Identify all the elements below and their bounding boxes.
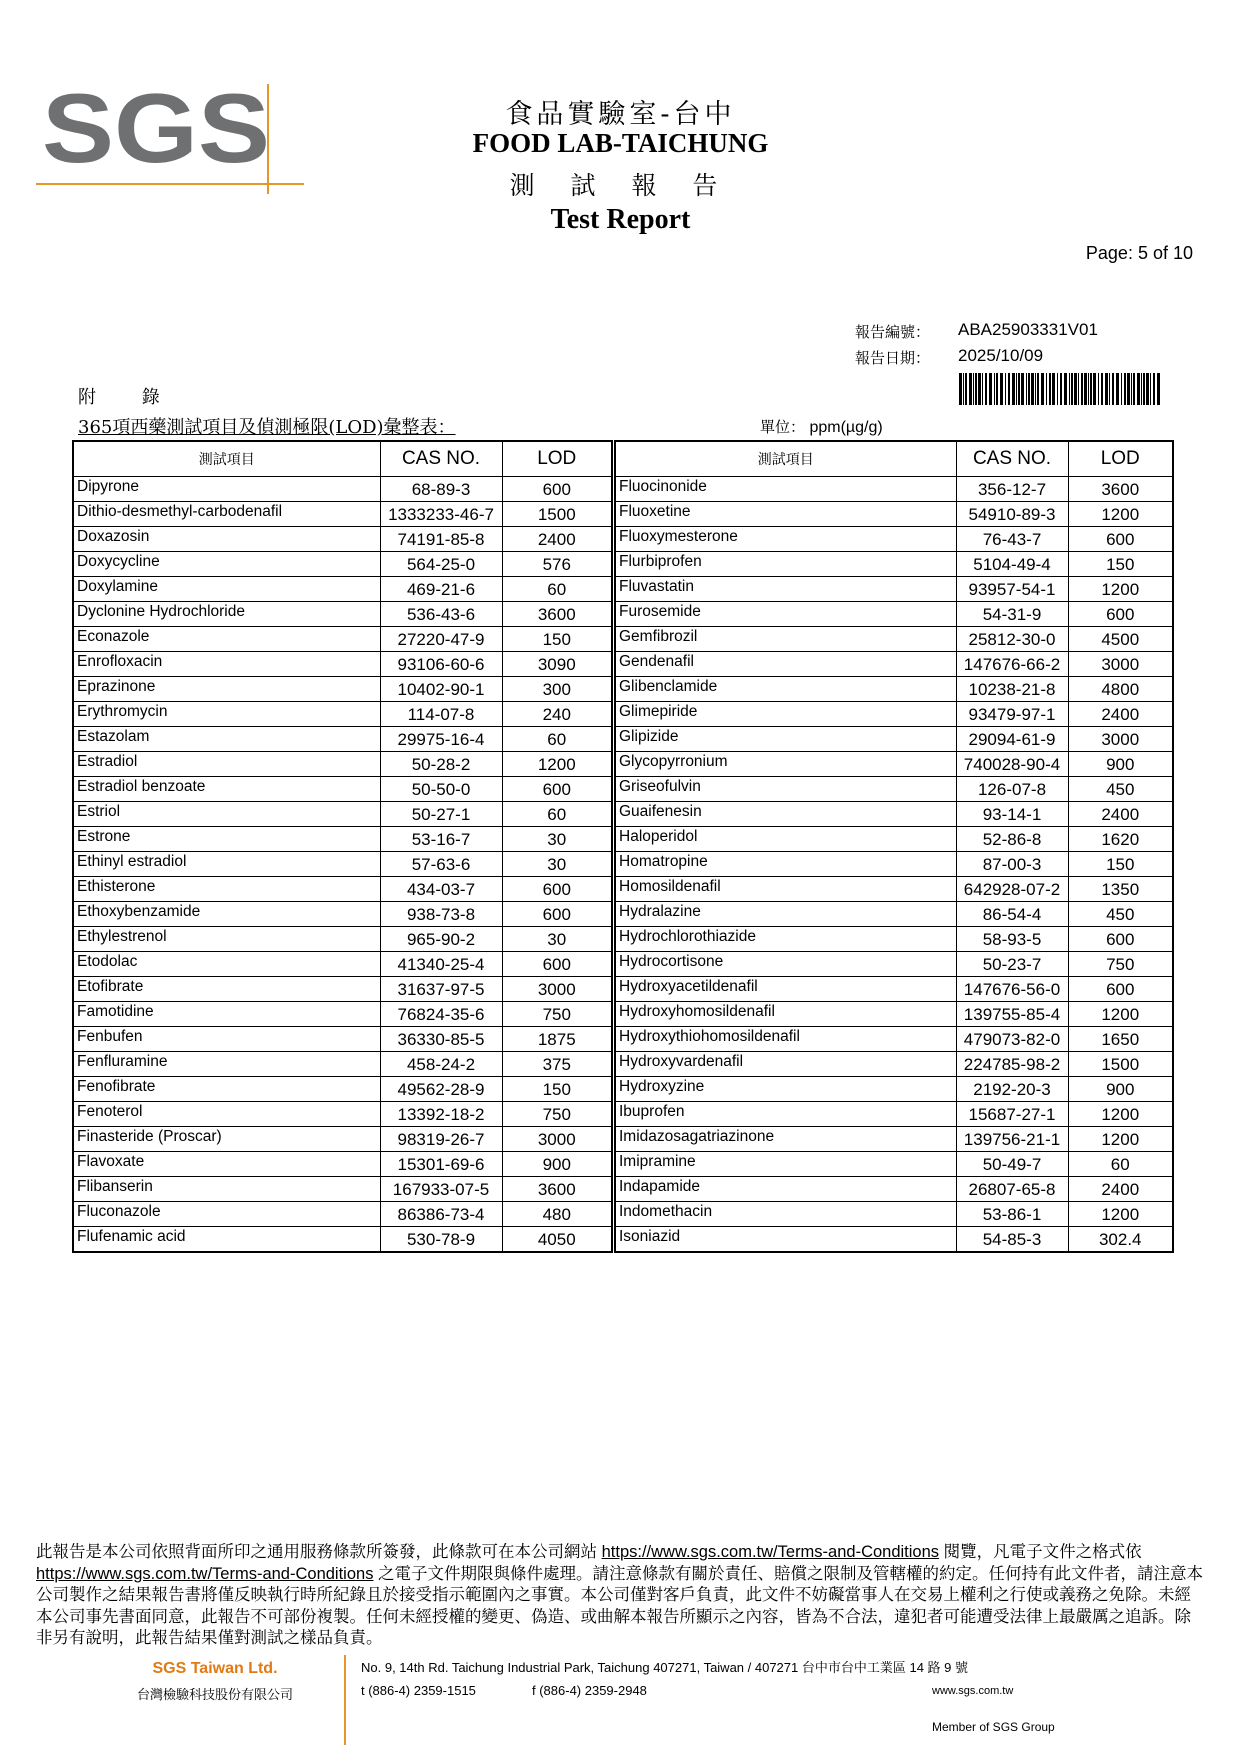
drug-name: Flavoxate <box>73 1152 380 1177</box>
drug-name: Fluoxetine <box>615 502 956 527</box>
lod-value: 150 <box>1068 852 1173 877</box>
page-number: Page: 5 of 10 <box>1085 243 1193 263</box>
lod-value: 900 <box>1068 752 1173 777</box>
drug-name: Estrone <box>73 827 380 852</box>
lod-value: 480 <box>502 1202 612 1227</box>
lod-value: 300 <box>502 677 612 702</box>
table-row <box>73 627 612 652</box>
table-row <box>615 477 1173 502</box>
drug-name: Glimepiride <box>615 702 956 727</box>
drug-name: Griseofulvin <box>615 777 956 802</box>
table-row <box>73 552 612 577</box>
table-row <box>73 877 612 902</box>
lod-table-left <box>72 440 613 1253</box>
cas-number: 139755-85-4 <box>956 1002 1068 1027</box>
drug-name: Isoniazid <box>615 1227 956 1253</box>
drug-name: Erythromycin <box>73 702 380 727</box>
col-header-item: 測試項目 <box>73 441 380 477</box>
drug-name: Ethoxybenzamide <box>73 902 380 927</box>
appendix-heading: 附 錄 <box>78 387 180 408</box>
barcode <box>959 373 1162 405</box>
drug-name: Etodolac <box>73 952 380 977</box>
cas-number: 1333233-46-7 <box>380 502 502 527</box>
drug-name: Indomethacin <box>615 1202 956 1227</box>
footer-address: No. 9, 14th Rd. Taichung Industrial Park, Taichung 407271, Taiwan / 407271 台中市台中工業區 14 路 9 號 <box>361 1660 968 1675</box>
table-row <box>73 1052 612 1077</box>
table-row <box>73 777 612 802</box>
lod-value: 30 <box>502 852 612 877</box>
table-row <box>615 777 1173 802</box>
lod-value: 1650 <box>1068 1027 1173 1052</box>
disclaimer-text-2: 閱覽，凡電子文件之格式依 <box>939 1543 1142 1561</box>
drug-name: Estradiol benzoate <box>73 777 380 802</box>
drug-name: Glycopyrronium <box>615 752 956 777</box>
cas-number: 479073-82-0 <box>956 1027 1068 1052</box>
cas-number: 86386-73-4 <box>380 1202 502 1227</box>
report-title-en: Test Report <box>550 204 691 235</box>
cas-number: 50-50-0 <box>380 777 502 802</box>
table-row <box>615 1077 1173 1102</box>
drug-name: Homatropine <box>615 852 956 877</box>
lod-value: 600 <box>502 902 612 927</box>
table-row <box>73 852 612 877</box>
cas-number: 54910-89-3 <box>956 502 1068 527</box>
table-row <box>615 502 1173 527</box>
table-row <box>615 727 1173 752</box>
lod-value: 1200 <box>1068 1002 1173 1027</box>
table-row <box>73 652 612 677</box>
cas-number: 50-23-7 <box>956 952 1068 977</box>
table-row <box>615 602 1173 627</box>
lod-value: 2400 <box>502 527 612 552</box>
table-row <box>73 502 612 527</box>
drug-name: Guaifenesin <box>615 802 956 827</box>
cas-number: 26807-65-8 <box>956 1177 1068 1202</box>
footer-telephone: t (886-4) 2359-1515 <box>361 1683 476 1698</box>
cas-number: 938-73-8 <box>380 902 502 927</box>
drug-name: Estradiol <box>73 752 380 777</box>
lod-value: 3000 <box>1068 652 1173 677</box>
drug-name: Hydroxyhomosildenafil <box>615 1002 956 1027</box>
drug-name: Doxylamine <box>73 577 380 602</box>
cas-number: 87-00-3 <box>956 852 1068 877</box>
lod-value: 600 <box>502 477 612 502</box>
cas-number: 93-14-1 <box>956 802 1068 827</box>
drug-name: Hydralazine <box>615 902 956 927</box>
lod-value: 150 <box>1068 552 1173 577</box>
cas-number: 49562-28-9 <box>380 1077 502 1102</box>
lod-value: 1500 <box>502 502 612 527</box>
cas-number: 93479-97-1 <box>956 702 1068 727</box>
table-row <box>73 952 612 977</box>
drug-name: Ibuprofen <box>615 1102 956 1127</box>
cas-number: 530-78-9 <box>380 1227 502 1253</box>
lod-value: 600 <box>1068 977 1173 1002</box>
company-name-cn: 台灣檢驗科技股份有限公司 <box>136 1688 293 1703</box>
table-row <box>615 952 1173 977</box>
drug-name: Imidazosagatriazinone <box>615 1127 956 1152</box>
drug-name: Enrofloxacin <box>73 652 380 677</box>
unit <box>760 416 883 437</box>
cas-number: 50-27-1 <box>380 802 502 827</box>
cas-number: 5104-49-4 <box>956 552 1068 577</box>
drug-name: Fluoxymesterone <box>615 527 956 552</box>
cas-number: 10238-21-8 <box>956 677 1068 702</box>
drug-name: Fenbufen <box>73 1027 380 1052</box>
cas-number: 642928-07-2 <box>956 877 1068 902</box>
cas-number: 126-07-8 <box>956 777 1068 802</box>
lod-value: 4050 <box>502 1227 612 1253</box>
table-row <box>73 1077 612 1102</box>
lod-value: 1200 <box>1068 577 1173 602</box>
drug-name: Finasteride (Proscar) <box>73 1127 380 1152</box>
company-name-en: SGS Taiwan Ltd. <box>152 1660 278 1677</box>
disclaimer-text-1: 此報告是本公司依照背面所印之通用服務條款所簽發，此條款可在本公司網站 <box>36 1543 602 1561</box>
table-row <box>615 1152 1173 1177</box>
footer-fax: f (886-4) 2359-2948 <box>532 1683 647 1698</box>
cas-number: 29094-61-9 <box>956 727 1068 752</box>
lod-value: 750 <box>502 1102 612 1127</box>
drug-name: Glibenclamide <box>615 677 956 702</box>
col-header-cas: CAS NO. <box>956 441 1068 477</box>
drug-name: Ethylestrenol <box>73 927 380 952</box>
lod-value: 576 <box>502 552 612 577</box>
lod-value: 1875 <box>502 1027 612 1052</box>
drug-name: Fluconazole <box>73 1202 380 1227</box>
lod-table-right <box>614 440 1174 1253</box>
drug-name: Imipramine <box>615 1152 956 1177</box>
lod-value: 3600 <box>502 1177 612 1202</box>
cas-number: 41340-25-4 <box>380 952 502 977</box>
footer-member: Member of SGS Group <box>932 1720 1055 1734</box>
lod-value: 1200 <box>502 752 612 777</box>
lod-value: 240 <box>502 702 612 727</box>
drug-name: Hydroxythiohomosildenafil <box>615 1027 956 1052</box>
table-row <box>73 577 612 602</box>
lab-name-cn: 食品實驗室-台中 <box>505 99 736 130</box>
lod-value: 900 <box>502 1152 612 1177</box>
lod-value: 450 <box>1068 902 1173 927</box>
lod-value: 2400 <box>1068 702 1173 727</box>
table-row <box>73 727 612 752</box>
drug-name: Doxazosin <box>73 527 380 552</box>
table-row <box>73 1102 612 1127</box>
col-header-cas: CAS NO. <box>380 441 502 477</box>
drug-name: Gendenafil <box>615 652 956 677</box>
lod-value: 450 <box>1068 777 1173 802</box>
drug-name: Homosildenafil <box>615 877 956 902</box>
table-row <box>615 752 1173 777</box>
table-row <box>73 1002 612 1027</box>
table-row <box>73 1027 612 1052</box>
table-row <box>615 927 1173 952</box>
cas-number: 13392-18-2 <box>380 1102 502 1127</box>
drug-name: Estriol <box>73 802 380 827</box>
drug-name: Fluvastatin <box>615 577 956 602</box>
report-no-label: 報告編號： <box>855 323 931 341</box>
cas-number: 50-49-7 <box>956 1152 1068 1177</box>
table-title: 365項西藥測試項目及偵測極限(LOD)彙整表： <box>78 417 456 438</box>
lod-value: 60 <box>502 727 612 752</box>
table-row <box>73 827 612 852</box>
table-row <box>73 802 612 827</box>
footer-divider <box>344 1655 346 1745</box>
lod-value: 1200 <box>1068 1127 1173 1152</box>
table-row <box>615 652 1173 677</box>
drug-name: Eprazinone <box>73 677 380 702</box>
cas-number: 15301-69-6 <box>380 1152 502 1177</box>
table-row <box>73 927 612 952</box>
lod-value: 4800 <box>1068 677 1173 702</box>
cas-number: 147676-66-2 <box>956 652 1068 677</box>
cas-number: 98319-26-7 <box>380 1127 502 1152</box>
drug-name: Ethinyl estradiol <box>73 852 380 877</box>
drug-name: Doxycycline <box>73 552 380 577</box>
table-row <box>73 527 612 552</box>
table-row <box>615 1002 1173 1027</box>
col-header-item: 測試項目 <box>615 441 956 477</box>
drug-name: Fenoterol <box>73 1102 380 1127</box>
drug-name: Fluocinonide <box>615 477 956 502</box>
lod-value: 302.4 <box>1068 1227 1173 1253</box>
terms-link-1[interactable]: https://www.sgs.com.tw/Terms-and-Conditions <box>601 1543 940 1561</box>
drug-name: Famotidine <box>73 1002 380 1027</box>
lod-value: 150 <box>502 627 612 652</box>
table-row <box>73 1127 612 1152</box>
lod-value: 1350 <box>1068 877 1173 902</box>
cas-number: 76-43-7 <box>956 527 1068 552</box>
drug-name: Hydrocortisone <box>615 952 956 977</box>
disclaimer-text-3: 之電子文件期限與條件處理。請注意條款有關於責任、賠償之限制及管轄權的約定。任何持有此文件者，請注意本公司製作之結果報告書將僅反映執行時所紀錄且於接受指示範圍內之事實。本公司僅對客戶負責，此文件不妨礙當事人在交易上權利之行使或義務之免除。未經本公司事先書面同意，此報告不可部份複製。任何未經授權的變更、偽造、或曲解本報告所顯示之內容，皆為不合法，違犯者可能遭受法律上最嚴厲之追訴。除非另有說明，此報告結果僅對測試之樣品負責。 <box>36 1564 1204 1647</box>
drug-name: Econazole <box>73 627 380 652</box>
cas-number: 54-85-3 <box>956 1227 1068 1253</box>
lod-value: 60 <box>502 802 612 827</box>
lod-value: 600 <box>502 952 612 977</box>
cas-number: 52-86-8 <box>956 827 1068 852</box>
lod-value: 30 <box>502 927 612 952</box>
lod-value: 60 <box>502 577 612 602</box>
footer-company <box>100 1660 330 1703</box>
table-row <box>615 1102 1173 1127</box>
table-row <box>615 527 1173 552</box>
table-row <box>615 552 1173 577</box>
lod-value: 3090 <box>502 652 612 677</box>
cas-number: 86-54-4 <box>956 902 1068 927</box>
table-row <box>615 852 1173 877</box>
cas-number: 114-07-8 <box>380 702 502 727</box>
cas-number: 564-25-0 <box>380 552 502 577</box>
table-row <box>615 1227 1173 1253</box>
drug-name: Flurbiprofen <box>615 552 956 577</box>
lod-value: 1200 <box>1068 502 1173 527</box>
cas-number: 29975-16-4 <box>380 727 502 752</box>
cas-number: 50-28-2 <box>380 752 502 777</box>
lod-value: 3600 <box>1068 477 1173 502</box>
cas-number: 54-31-9 <box>956 602 1068 627</box>
table-row <box>615 827 1173 852</box>
table-row <box>615 1202 1173 1227</box>
lod-value: 375 <box>502 1052 612 1077</box>
cas-number: 469-21-6 <box>380 577 502 602</box>
cas-number: 53-86-1 <box>956 1202 1068 1227</box>
lod-value: 750 <box>502 1002 612 1027</box>
drug-name: Gemfibrozil <box>615 627 956 652</box>
col-header-lod: LOD <box>502 441 612 477</box>
drug-name: Indapamide <box>615 1177 956 1202</box>
cas-number: 76824-35-6 <box>380 1002 502 1027</box>
table-row <box>615 977 1173 1002</box>
cas-number: 167933-07-5 <box>380 1177 502 1202</box>
drug-name: Flufenamic acid <box>73 1227 380 1253</box>
lod-value: 900 <box>1068 1077 1173 1102</box>
lod-value: 1200 <box>1068 1202 1173 1227</box>
drug-name: Flibanserin <box>73 1177 380 1202</box>
table-row <box>73 1202 612 1227</box>
table-row <box>73 902 612 927</box>
lod-value: 3000 <box>1068 727 1173 752</box>
table-row <box>615 1127 1173 1152</box>
table-row <box>615 577 1173 602</box>
lod-value: 1620 <box>1068 827 1173 852</box>
report-no: ABA25903331V01 <box>958 320 1098 339</box>
sgs-logo-text: SGS <box>42 84 270 183</box>
report-title-cn: 測 試 報 告 <box>509 171 732 200</box>
drug-name: Dipyrone <box>73 477 380 502</box>
cas-number: 57-63-6 <box>380 852 502 877</box>
lod-value: 1500 <box>1068 1052 1173 1077</box>
cas-number: 2192-20-3 <box>956 1077 1068 1102</box>
lod-value: 4500 <box>1068 627 1173 652</box>
lod-value: 150 <box>502 1077 612 1102</box>
cas-number: 31637-97-5 <box>380 977 502 1002</box>
drug-name: Haloperidol <box>615 827 956 852</box>
terms-link-2[interactable]: https://www.sgs.com.tw/Terms-and-Conditions <box>36 1564 374 1583</box>
drug-name: Hydroxyzine <box>615 1077 956 1102</box>
table-row <box>615 902 1173 927</box>
drug-name: Etofibrate <box>73 977 380 1002</box>
cas-number: 93106-60-6 <box>380 652 502 677</box>
lod-value: 3600 <box>502 602 612 627</box>
drug-name: Furosemide <box>615 602 956 627</box>
table-row <box>615 702 1173 727</box>
lod-value: 1200 <box>1068 1102 1173 1127</box>
cas-number: 27220-47-9 <box>380 627 502 652</box>
unit-value: ppm(µg/g) <box>809 419 883 436</box>
table-row <box>615 1177 1173 1202</box>
lod-value: 3000 <box>502 1127 612 1152</box>
disclaimer <box>36 1542 1206 1650</box>
unit-label: 單位： <box>760 418 806 436</box>
cas-number: 10402-90-1 <box>380 677 502 702</box>
drug-name: Ethisterone <box>73 877 380 902</box>
drug-name: Hydroxyacetildenafil <box>615 977 956 1002</box>
drug-name: Dithio-desmethyl-carbodenafil <box>73 502 380 527</box>
report-date-label: 報告日期： <box>855 349 931 367</box>
lod-value: 2400 <box>1068 802 1173 827</box>
cas-number: 740028-90-4 <box>956 752 1068 777</box>
lod-value: 600 <box>1068 602 1173 627</box>
cas-number: 53-16-7 <box>380 827 502 852</box>
cas-number: 74191-85-8 <box>380 527 502 552</box>
report-date: 2025/10/09 <box>958 346 1044 365</box>
drug-name: Fenfluramine <box>73 1052 380 1077</box>
cas-number: 965-90-2 <box>380 927 502 952</box>
cas-number: 458-24-2 <box>380 1052 502 1077</box>
drug-name: Dyclonine Hydrochloride <box>73 602 380 627</box>
cas-number: 58-93-5 <box>956 927 1068 952</box>
lod-value: 60 <box>1068 1152 1173 1177</box>
table-row <box>73 702 612 727</box>
lod-value: 3000 <box>502 977 612 1002</box>
table-row <box>615 627 1173 652</box>
table-row <box>615 677 1173 702</box>
cas-number: 434-03-7 <box>380 877 502 902</box>
cas-number: 139756-21-1 <box>956 1127 1068 1152</box>
table-row <box>73 752 612 777</box>
table-row <box>73 977 612 1002</box>
cas-number: 93957-54-1 <box>956 577 1068 602</box>
cas-number: 356-12-7 <box>956 477 1068 502</box>
drug-name: Glipizide <box>615 727 956 752</box>
lod-value: 600 <box>502 877 612 902</box>
table-row <box>73 602 612 627</box>
footer-website[interactable]: www.sgs.com.tw <box>932 1685 1014 1697</box>
table-row <box>615 1052 1173 1077</box>
lod-value: 2400 <box>1068 1177 1173 1202</box>
lod-value: 600 <box>1068 527 1173 552</box>
lod-value: 30 <box>502 827 612 852</box>
table-row <box>73 1177 612 1202</box>
table-row <box>615 1027 1173 1052</box>
lod-value: 600 <box>502 777 612 802</box>
cas-number: 224785-98-2 <box>956 1052 1068 1077</box>
drug-name: Hydrochlorothiazide <box>615 927 956 952</box>
lod-value: 750 <box>1068 952 1173 977</box>
cas-number: 15687-27-1 <box>956 1102 1068 1127</box>
table-row <box>615 802 1173 827</box>
table-row <box>73 477 612 502</box>
cas-number: 36330-85-5 <box>380 1027 502 1052</box>
drug-name: Fenofibrate <box>73 1077 380 1102</box>
drug-name: Hydroxyvardenafil <box>615 1052 956 1077</box>
table-row <box>615 877 1173 902</box>
table-row <box>73 1152 612 1177</box>
cas-number: 25812-30-0 <box>956 627 1068 652</box>
cas-number: 536-43-6 <box>380 602 502 627</box>
drug-name: Estazolam <box>73 727 380 752</box>
cas-number: 147676-56-0 <box>956 977 1068 1002</box>
lod-value: 600 <box>1068 927 1173 952</box>
table-row <box>73 1227 612 1253</box>
cas-number: 68-89-3 <box>380 477 502 502</box>
lab-name-en: FOOD LAB-TAICHUNG <box>472 128 769 158</box>
col-header-lod: LOD <box>1068 441 1173 477</box>
table-row <box>73 677 612 702</box>
